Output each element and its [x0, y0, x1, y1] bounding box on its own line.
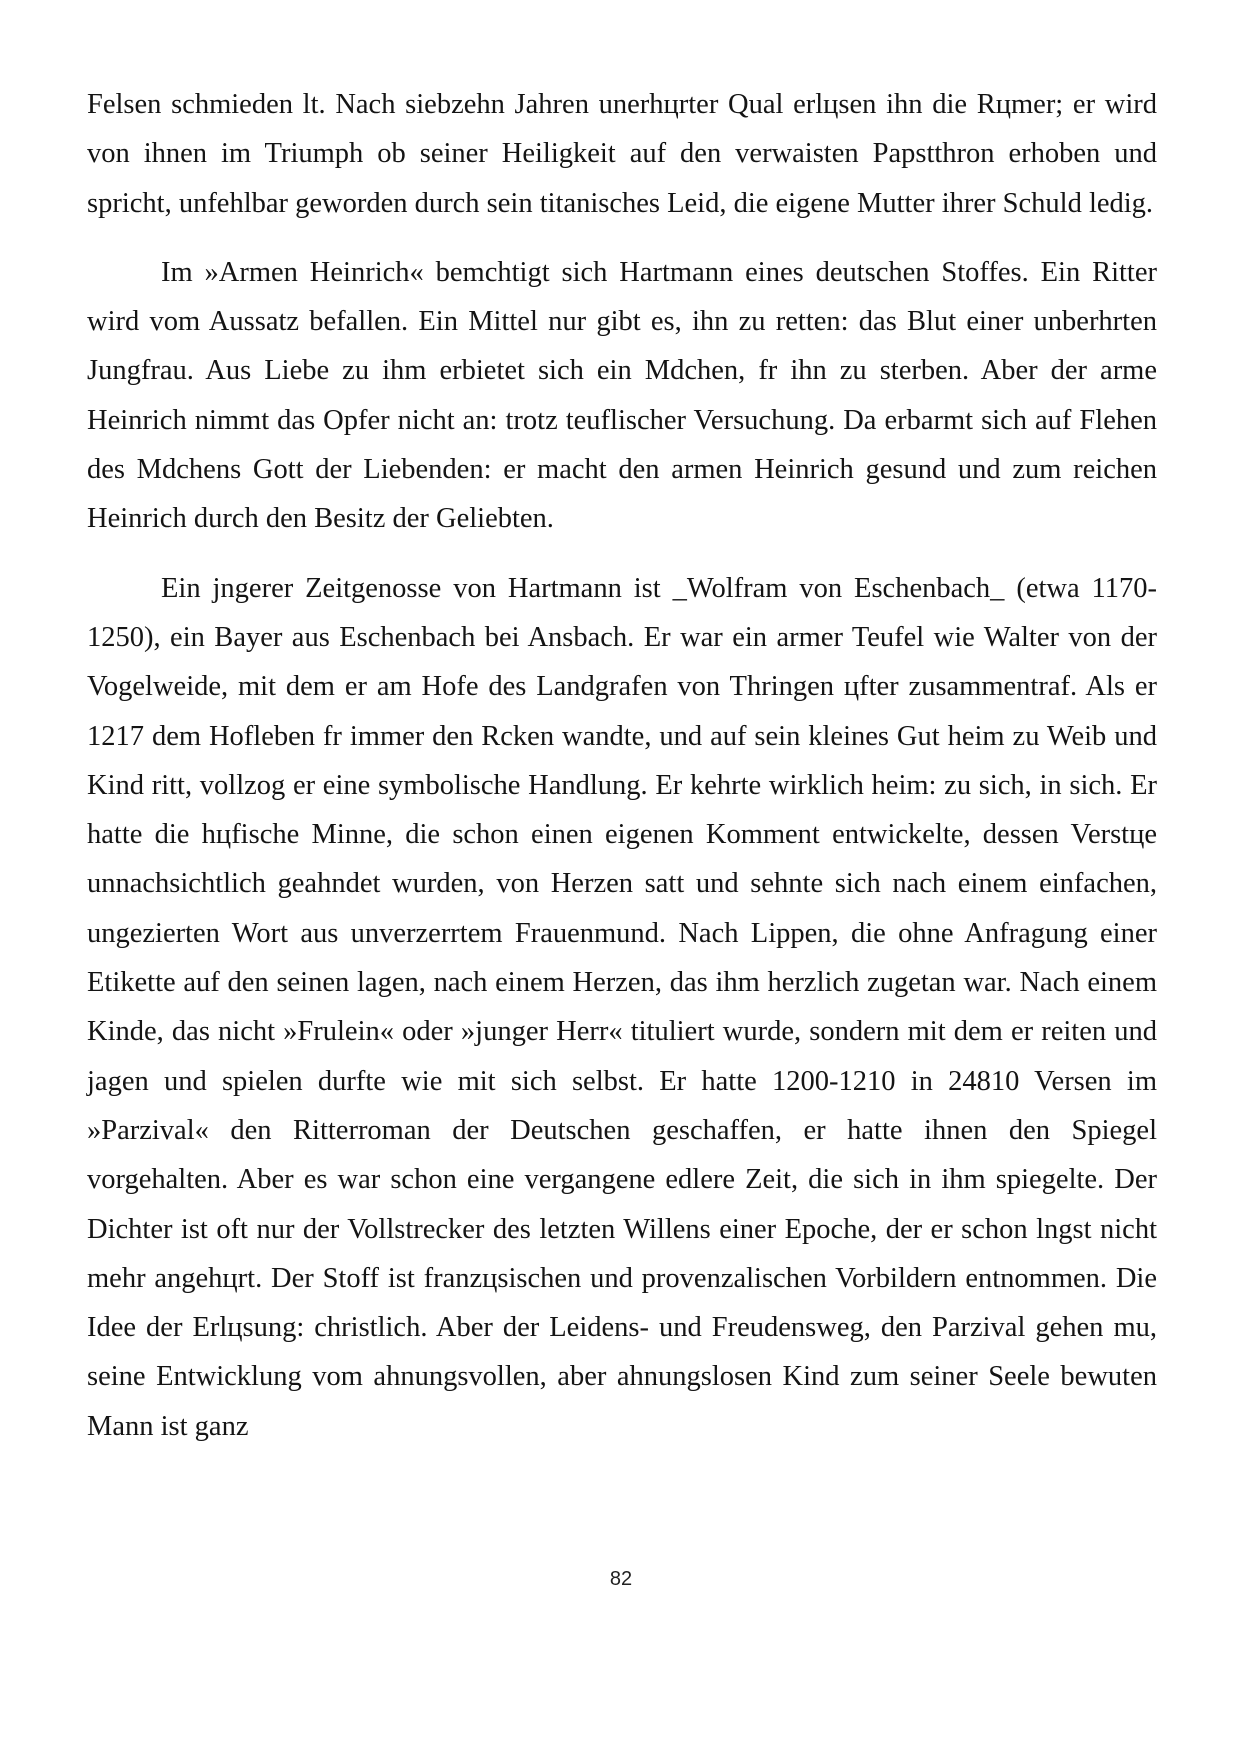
paragraph-armer-heinrich: Im »Armen Heinrich« bemchtigt sich Hartmann eines deutschen Stoffes. Ein Ritter wird vom Aussatz befallen. Ein Mittel nur gibt es, ihn zu retten: das Blut einer unberhrten Jungfrau. Aus Liebe zu ihm erbietet sich ein Mdchen, fr ihn zu sterben. Aber der arme Heinrich nimmt das Opfer nicht an: trotz teuflischer Versuchung. Da erbarmt sich auf Flehen des Mdchens Gott der Liebenden: er macht den armen Heinrich gesund und zum reichen Heinrich durch den Besitz der Geliebten. [87, 256, 1157, 535]
page-number: 82 [609, 1568, 633, 1590]
paragraph-wolfram: Ein jngerer Zeitgenosse von Hartmann ist _Wolfram von Eschenbach_ (etwa 1170-1250), ein Bayer aus Eschenbach bei Ansbach. Er war ein armer Teufel wie Walter von der Vogelweide, mit dem er am Hofe des Landgrafen von Thringen цfter zusammentraf. Als er 1217 dem Hofleben fr immer den Rcken wandte, und auf sein kleines Gut heim zu Weib und Kind ritt, vollzog er eine symbolische Handlung. Er kehrte wirklich heim: zu sich, in sich. Er hatte die hцfische Minne, die schon einen eigenen Komment entwickelte, dessen Verstцe unnachsichtlich geahndet wurden, von Herzen satt und sehnte sich nach einem einfachen, ungezierten Wort aus unverzerrtem Frauenmund. Nach Lippen, die ohne Anfragung einer Etikette auf den seinen lagen, nach einem Herzen, das ihm herzlich zugetan war. Nach einem Kinde, das nicht »Frulein« oder »junger Herr« tituliert wurde, sondern mit dem er reiten und jagen und spielen durfte wie mit sich selbst. Er hatte 1200-1210 in 24810 Versen im »Parzival« den Ritterroman der Deutschen geschaffen, er hatte ihnen den Spiegel vorgehalten. Aber es war schon eine vergangene edlere Zeit, die sich in ihm spiegelte. Der Dichter ist oft nur der Vollstrecker des letzten Willens einer Epoche, der er schon lngst nicht mehr angehцrt. Der Stoff ist franzцsischen und provenzalischen Vorbildern entnommen. Die Idee der Erlцsung: christlich. Aber der Leidens- und Freudensweg, den Parzival gehen mu, seine Entwicklung vom ahnungsvollen, aber ahnungslosen Kind zum seiner Seele bewuten Mann ist ganz [87, 572, 1157, 1442]
document-body [87, 80, 1157, 1471]
paragraph-continuation: Felsen schmieden lt. Nach siebzehn Jahren unerhцrter Qual erlцsen ihn die Rцmer; er wird von ihnen im Triumph ob seiner Heiligkeit auf den verwaisten Papstthron erhoben und spricht, unfehlbar geworden durch sein titanisches Leid, die eigene Mutter ihrer Schuld ledig. [87, 89, 1157, 219]
